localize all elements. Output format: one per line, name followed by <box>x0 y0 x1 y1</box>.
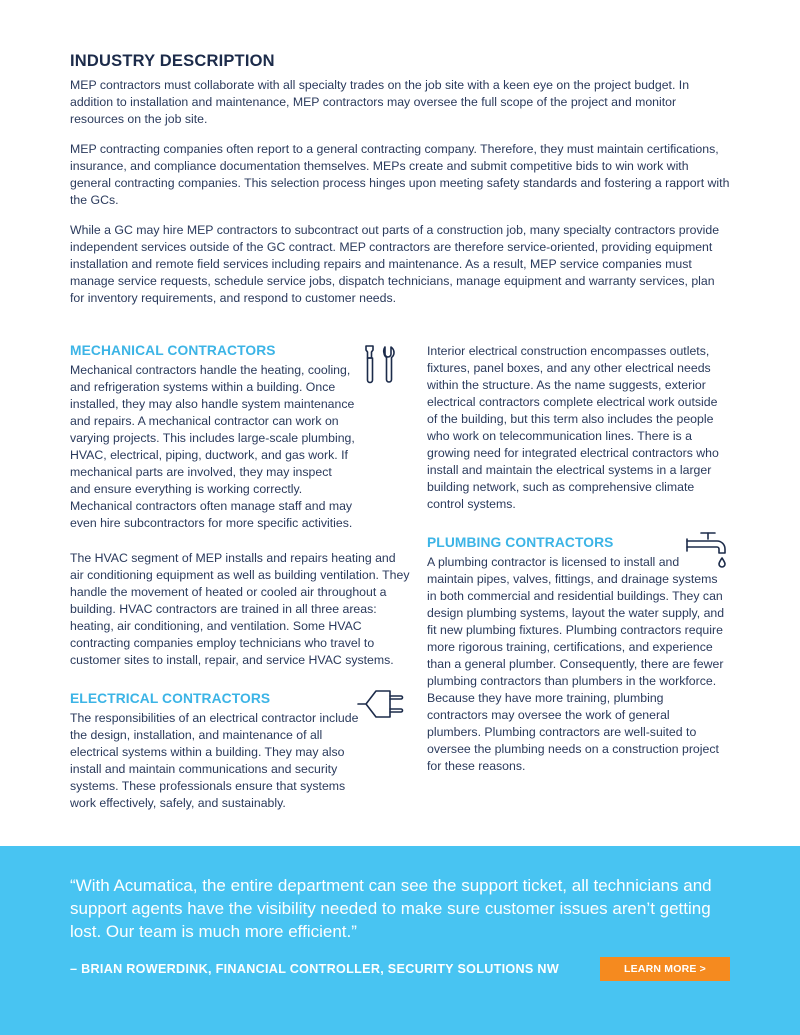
mechanical-heading: MECHANICAL CONTRACTORS <box>70 343 276 358</box>
electrical-continued-section <box>427 343 727 513</box>
tools-icon <box>360 344 402 386</box>
electrical-continued-paragraph: Interior electrical construction encompasses outlets, fixtures, panel boxes, and any other electrical needs within the structure. As the name suggests, exterior electrical contractors complete electrical work outside of the building, but this term also includes the people who work on telecommunication lines. There is a growing need for integrated electrical contractors who install and maintain the electrical systems in a larger building network, such as comprehensive climate control systems. <box>427 344 719 511</box>
plumbing-paragraph: A plumbing contractor is licensed to install and maintain pipes, valves, fittings, and drainage systems in both commercial and residential buildings. They can design plumbing systems, layout the water supply, and fit new plumbing fixtures. Plumbing contractors require more rigorous training, certifications, and experience than a general plumber. Consequently, there are fewer plumbing contractors than plumbers in the workforce. Because they have more training, plumbing contractors may oversee the work of general plumbers. Plumbing contractors are well-suited to oversee the plumbing needs on a construction project for these reasons. <box>427 555 725 773</box>
plumbing-heading: PLUMBING CONTRACTORS <box>427 535 614 550</box>
plug-icon <box>356 687 404 721</box>
industry-paragraph-3: While a GC may hire MEP contractors to subcontract out parts of a construction job, many specialty contractors provide independent services outside of the GC contract. MEP contractors are therefore service-oriented, providing equipment installation and remote field services including repairs and maintenance. As a result, MEP service companies must manage service requests, schedule service jobs, dispatch technicians, manage equipment and warranty services, plan for inventory requirements, and respond to customer needs. <box>70 223 720 305</box>
industry-paragraph-1: MEP contractors must collaborate with all specialty trades on the job site with a keen eye on the project budget. In addition to installation and maintenance, MEP contractors may oversee the full scope of the project and monitor resources on the job site. <box>70 78 690 126</box>
industry-paragraph-2: MEP contracting companies often report to a general contracting company. Therefore, they must maintain certifications, insurance, and compliance documentation themselves. MEPs create and submit competitive bids to win work with general contracting companies. This selection process hinges upon meeting safety standards and fostering a rapport with the GCs. <box>70 142 730 207</box>
industry-heading: INDUSTRY DESCRIPTION <box>70 52 275 70</box>
testimonial-band <box>0 846 800 1035</box>
testimonial-author: – BRIAN ROWERDINK, FINANCIAL CONTROLLER, SECURITY SOLUTIONS NW <box>70 962 560 976</box>
learn-more-button[interactable]: LEARN MORE > <box>600 957 730 981</box>
electrical-paragraph: The responsibilities of an electrical contractor include the design, installation, and maintenance of all electrical systems within a building. They may also install and maintain communications and security systems. These professionals ensure that systems work effectively, safely, and sustainably. <box>70 711 359 810</box>
plumbing-section <box>427 535 727 775</box>
faucet-icon <box>683 527 731 575</box>
left-column <box>70 343 410 812</box>
electrical-section <box>70 691 410 812</box>
mechanical-section <box>70 343 410 669</box>
testimonial-quote: “With Acumatica, the entire department can see the support ticket, all technicians and support agents have the visibility needed to make sure customer issues aren’t getting lost. Our team is much more efficient.” <box>70 876 712 941</box>
mechanical-paragraph-1: Mechanical contractors handle the heating, cooling, and refrigeration systems within a building. Once installed, they may also handle system maintenance and repairs. A mechanical contractor can work on varying projects. This includes large-scale plumbing, HVAC, electrical, piping, ductwork, and gas work. If mechanical parts are involved, they may inspect and ensure everything is working correctly. Mechanical contractors often manage staff and may even hire subcontractors for more specific activities. <box>70 363 355 530</box>
industry-description <box>70 52 730 320</box>
electrical-heading: ELECTRICAL CONTRACTORS <box>70 691 271 706</box>
mechanical-paragraph-2: The HVAC segment of MEP installs and repairs heating and air conditioning equipment as well as building ventilation. They handle the movement of heated or cooled air throughout a building. HVAC contractors are trained in all three areas: heating, air conditioning, and ventilation. Some HVAC contracting companies employ technicians who travel to customer sites to install, repair, and service HVAC systems. <box>70 551 410 667</box>
right-column <box>427 343 727 775</box>
